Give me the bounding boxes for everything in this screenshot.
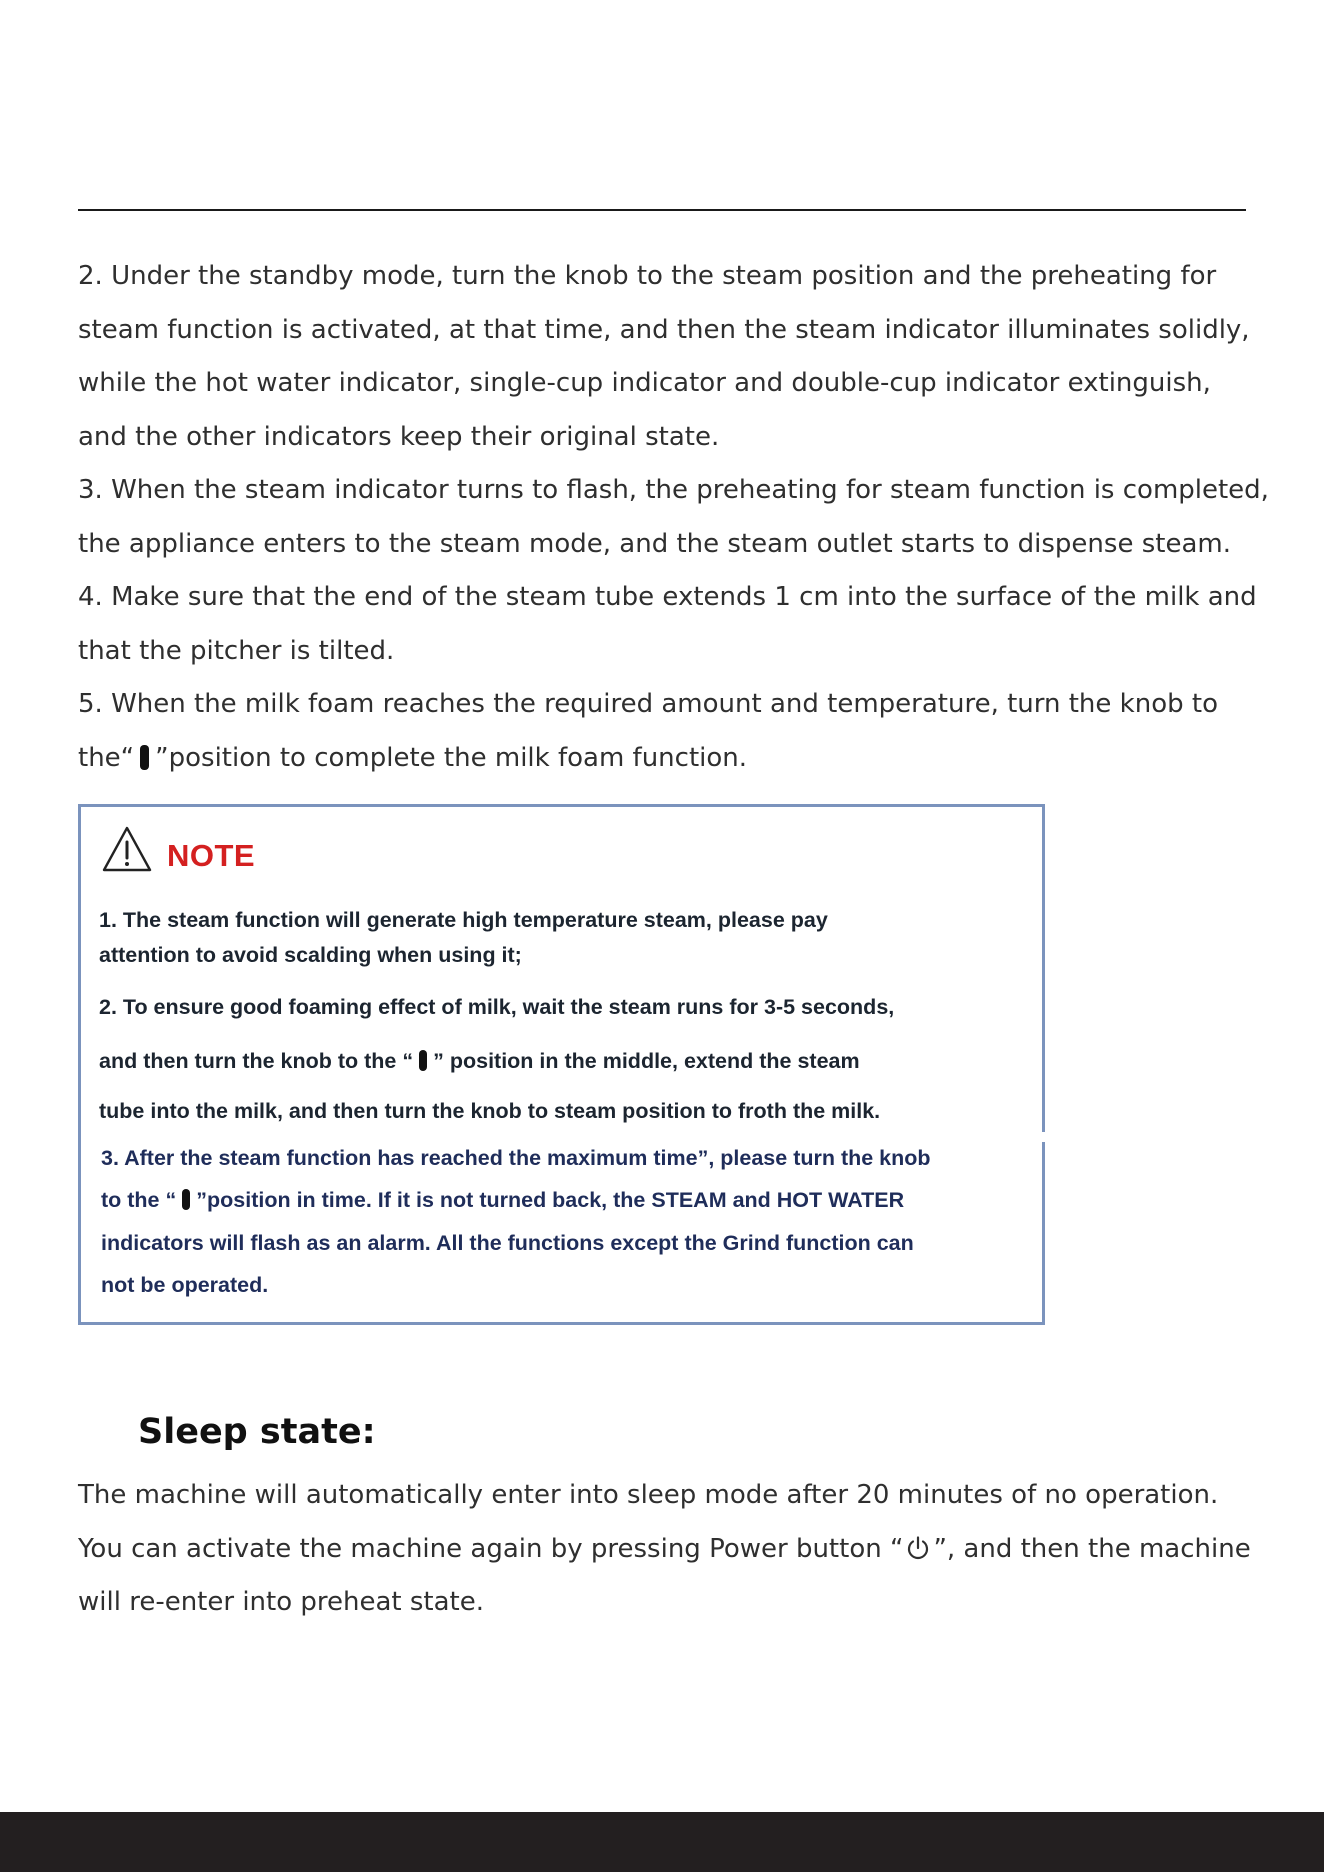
note-line: 2. To ensure good foaming effect of milk, wait the steam runs for 3-5 seconds, [99, 995, 895, 1019]
note-line [101, 1188, 904, 1213]
instruction-steps [78, 250, 1278, 785]
note-line: 3. After the steam function has reached the maximum time”, please turn the knob [101, 1146, 931, 1170]
note-title: NOTE [167, 838, 256, 873]
warning-triangle-icon [101, 825, 153, 873]
step-line: the appliance enters to the steam mode, and the steam outlet starts to dispense steam. [78, 528, 1231, 559]
note-text-after: ”position in time. If it is not turned back, the STEAM and HOT WATER [196, 1188, 905, 1212]
note-line: indicators will flash as an alarm. All the functions except the Grind function can [101, 1231, 914, 1255]
sleep-state-text [78, 1469, 1278, 1630]
note-line: not be operated. [101, 1273, 269, 1297]
step-line: 4. Make sure that the end of the steam tube extends 1 cm into the surface of the milk and [78, 582, 1257, 612]
note-line: attention to avoid scalding when using it; [99, 943, 522, 967]
header-rule [78, 209, 1246, 211]
knob-position-icon [140, 745, 149, 770]
sleep-line: will re-enter into preheat state. [78, 1587, 484, 1617]
note-line: 1. The steam function will generate high temperature steam, please pay [99, 908, 828, 932]
step-line: and the other indicators keep their original state. [78, 421, 720, 452]
note-line [99, 1049, 860, 1074]
footer-bar [0, 1812, 1324, 1872]
step-line: 2. Under the standby mode, turn the knob to the steam position and the preheating for [78, 261, 1217, 291]
step-line: that the pitcher is tilted. [78, 635, 395, 666]
step-line: steam function is activated, at that time, and then the steam indicator illuminates solidly, [78, 314, 1250, 345]
note-text-before: and then turn the knob to the “ [99, 1049, 414, 1073]
step-line: 3. When the steam indicator turns to flash, the preheating for steam function is completed, [78, 475, 1269, 505]
power-icon [905, 1535, 931, 1561]
step-text-after: ”position to complete the milk foam function. [155, 742, 748, 773]
note-line: tube into the milk, and then turn the knob to steam position to froth the milk. [99, 1099, 881, 1123]
knob-position-icon [419, 1050, 427, 1071]
step-line: 5. When the milk foam reaches the required amount and temperature, turn the knob to [78, 689, 1218, 719]
sleep-text-after: ”, and then the machine [933, 1533, 1251, 1564]
sleep-state-heading: Sleep state: [138, 1412, 376, 1452]
sleep-line: The machine will automatically enter into sleep mode after 20 minutes of no operation. [78, 1480, 1219, 1510]
sleep-text-before: You can activate the machine again by pressing Power button “ [78, 1533, 904, 1564]
note-header [101, 821, 255, 877]
note-text-after: ” position in the middle, extend the steam [433, 1049, 860, 1073]
note-text-before: to the “ [101, 1188, 177, 1212]
knob-position-icon [182, 1189, 190, 1210]
sleep-line [78, 1523, 1278, 1577]
step-line-last [78, 732, 1278, 786]
step-text-before: the“ [78, 742, 135, 773]
border-gap [1032, 1132, 1046, 1142]
step-line: while the hot water indicator, single-cup indicator and double-cup indicator extinguish, [78, 368, 1211, 398]
note-box [78, 804, 1045, 1325]
